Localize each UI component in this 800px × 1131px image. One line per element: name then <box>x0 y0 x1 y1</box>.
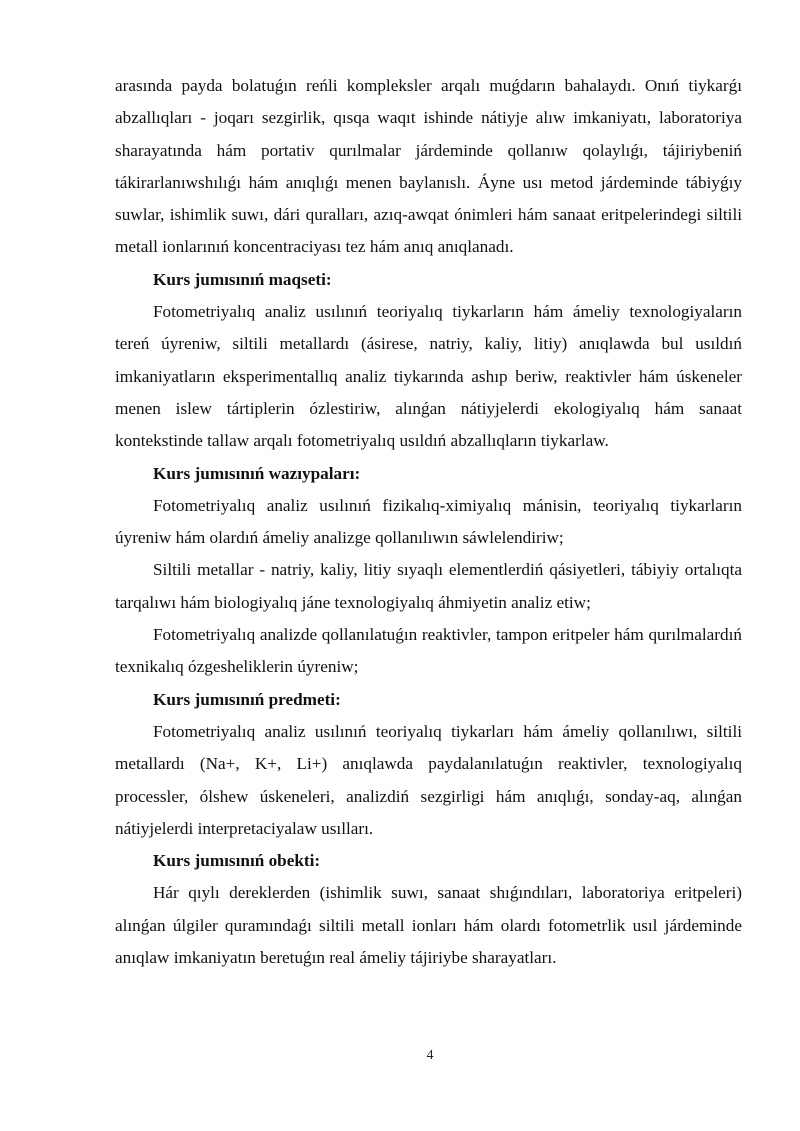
section-heading-tasks: Kurs jumısınıń wazıypaları: <box>153 463 361 483</box>
tasks-paragraph-1: Fotometriyalıq analiz usılınıń fizikalıq-ximiyalıq mánisin, teoriyalıq tiykarların úyreniw hám olardıń ámeliy analizge qollanılıwın sáwlelendiriw; <box>115 495 742 548</box>
section-heading-object: Kurs jumısınıń obekti: <box>153 851 321 871</box>
object-paragraph: Hár qıylı dereklerden (ishimlik suwı, sanaat shıǵındıları, laboratoriya eritpeleri) alınǵan úlgiler quramındaǵı siltili metall ionları hám olardı fotometrlik usıl járdeminde anıqlaw imkaniyatın beretuǵın real ámeliy tájiriybe sharayatları. <box>115 883 742 968</box>
page-number: 4 <box>426 1048 434 1063</box>
subject-paragraph: Fotometriyalıq analiz usılınıń teoriyalıq tiykarları hám ámeliy qollanılıwı, siltili metallardı (Na+, K+, Li+) anıqlawda paydalanılatuǵın reaktivler, texnologiyalıq processler, ólshew úskeneleri, analizdiń sezgirligi hám anıqlıǵı, sonday-aq, alınǵan nátiyjelerdi interpretaciyalaw usılları. <box>115 721 742 838</box>
tasks-paragraph-2: Siltili metallar - natriy, kaliy, litiy sıyaqlı elementlerdiń qásiyetleri, tábiyiy ortalıqta tarqalıwı hám biologiyalıq jáne texnologiyalıq áhmiyetin analiz etiw; <box>115 560 742 612</box>
section-heading-goal: Kurs jumısınıń maqseti: <box>153 269 332 289</box>
intro-paragraph: arasında payda bolatuǵın reńli kompleksler arqalı muǵdarın bahalaydı. Onıń tiykarǵı abzallıqları - joqarı sezgirlik, qısqa waqıt ishinde nátiyje alıw imkaniyatı, laboratoriya sharayatında hám portativ qurılmalar járdeminde qollanıw qolaylıǵı, tájiriybeniń tákirarlanıwshılıǵı hám anıqlıǵı menen baylanıslı. Áyne usı metod járdeminde tábiyǵıy suwlar, ishimlik suwı, dári quralları, azıq-awqat ónimleri hám sanaat eritpelerindegi siltili metall ionlarınıń koncentraciyası tez hám anıq anıqlanadı. <box>115 76 742 257</box>
goal-paragraph: Fotometriyalıq analiz usılınıń teoriyalıq tiykarların hám ámeliy texnologiyaların tereń úyreniw, siltili metallardı (ásirese, natriy, kaliy, litiy) anıqlawda bul usıldıń imkaniyatların eksperimentallıq analiz tiykarında ashıp beriw, reaktivler hám úskeneler menen islew tártiplerin ózlestiriw, alınǵan nátiyjelerdi ekologiyalıq hám sanaat kontekstinde tallaw arqalı fotometriyalıq usıldıń abzallıqların tiykarlaw. <box>115 302 742 451</box>
section-heading-subject: Kurs jumısınıń predmeti: <box>153 689 341 709</box>
tasks-paragraph-3: Fotometriyalıq analizde qollanılatuǵın reaktivler, tampon eritpeler hám qurılmalardıń texnikalıq ózgesheliklerin úyreniw; <box>115 625 742 677</box>
document-body <box>115 70 742 974</box>
